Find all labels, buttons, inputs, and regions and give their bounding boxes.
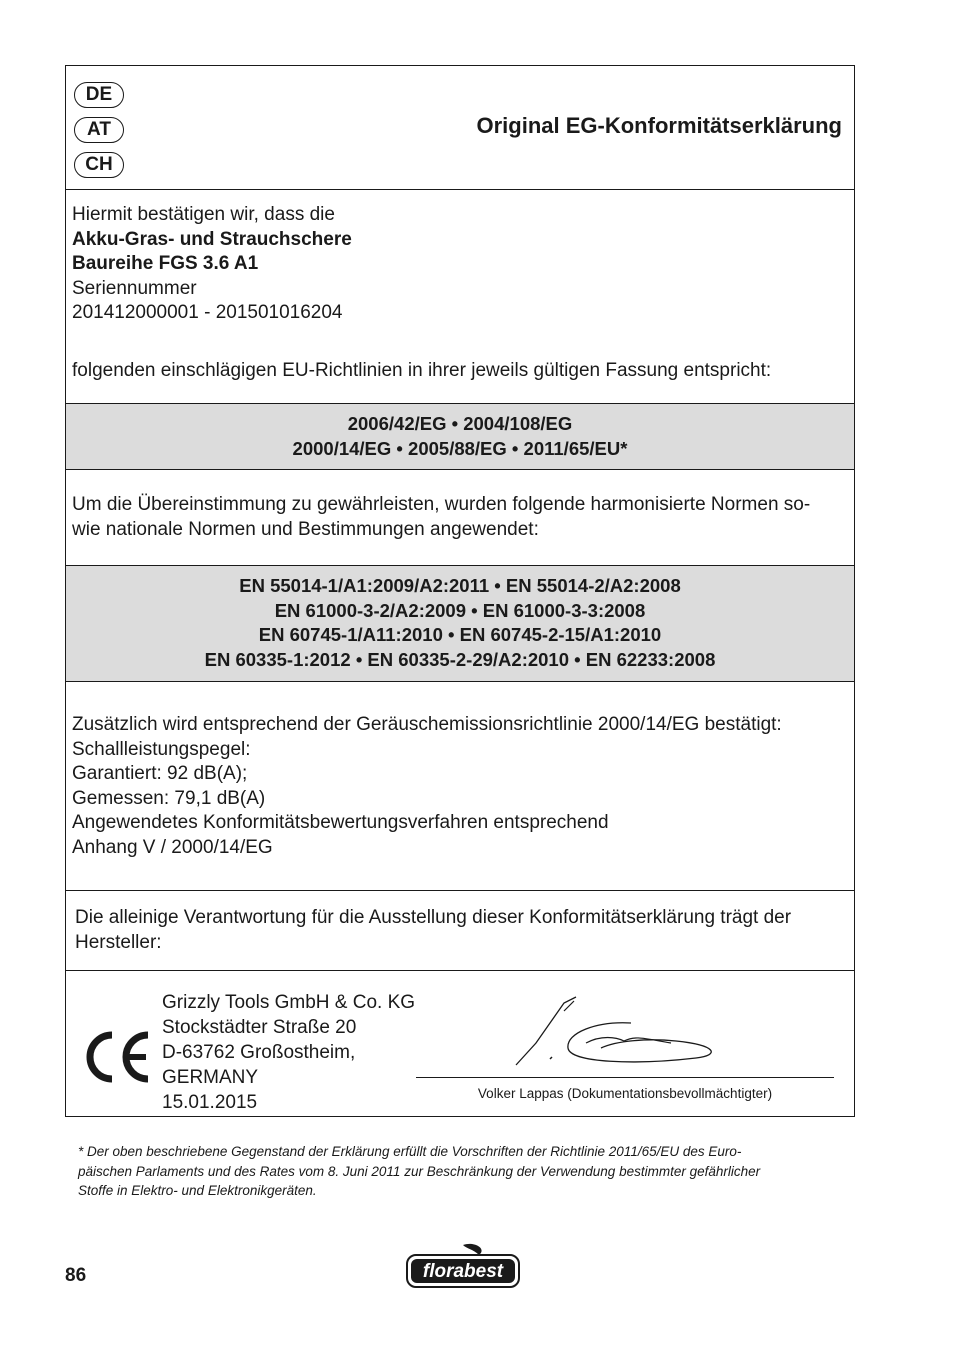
product-series: Baureihe FGS 3.6 A1 — [72, 253, 259, 274]
manufacturer-name: Grizzly Tools GmbH & Co. KG — [162, 992, 416, 1013]
product-name: Akku-Gras- und Strauchschere — [72, 228, 352, 250]
declaration-date: 15.01.2015 — [162, 1092, 258, 1113]
norms-intro-line: Um die Übereinstimmung zu gewährleisten, wurden folgende harmonisierte Normen so- — [72, 494, 811, 515]
intro-line: Hiermit bestätigen wir, dass die — [72, 204, 335, 225]
noise-line: Zusätzlich wird entsprechend der Geräuschemissionsrichtlinie 2000/14/EG bestätigt: — [72, 714, 782, 735]
page-number: 86 — [65, 1265, 87, 1286]
intro-section — [66, 189, 854, 403]
manufacturer-city: D-63762 Großostheim, — [162, 1042, 356, 1063]
footnote-line: * Der oben beschriebene Gegenstand der Erklärung erfüllt die Vorschriften der Richtlinie 2011/65/EU des Euro- — [78, 1144, 742, 1159]
norms-intro-section — [66, 469, 854, 565]
noise-line: Anhang V / 2000/14/EG — [72, 836, 273, 858]
norm-line: EN 61000-3-2/A2:2009 • EN 61000-3-3:2008 — [274, 599, 646, 621]
manufacturer-street: Stockstädter Straße 20 — [162, 1017, 357, 1038]
norm-line: EN 55014-1/A1:2009/A2:2011 • EN 55014-2/A2:2008 — [239, 575, 681, 596]
serial-label: Seriennummer — [72, 277, 197, 299]
signature-icon — [506, 993, 726, 1073]
directive-line: 2006/42/EG • 2004/108/EG — [347, 413, 573, 434]
noise-line: Gemessen: 79,1 dB(A) — [72, 787, 266, 809]
norm-line: EN 60745-1/A11:2010 • EN 60745-2-15/A1:2010 — [258, 624, 662, 645]
responsibility-line: Hersteller: — [75, 931, 162, 953]
manufacturer-country: GERMANY — [162, 1067, 259, 1088]
footnote — [78, 1142, 858, 1201]
header-section — [66, 66, 854, 189]
lang-badge-de: DE — [74, 82, 124, 108]
ce-mark-icon — [80, 1031, 152, 1083]
signatory-caption: Volker Lappas (Dokumentationsbevollmächtigter) — [477, 1086, 773, 1101]
directives-section — [66, 403, 854, 469]
noise-line: Angewendetes Konformitätsbewertungsverfahren entsprechend — [72, 812, 609, 833]
page-title: Original EG-Konformitätserklärung — [476, 113, 842, 138]
norm-line: EN 60335-1:2012 • EN 60335-2-29/A2:2010 • EN 62233:2008 — [204, 648, 716, 670]
norms-section — [66, 565, 854, 681]
directive-line: 2000/14/EG • 2005/88/EG • 2011/65/EU* — [292, 437, 628, 459]
norms-intro-line: wie nationale Normen und Bestimmungen angewendet: — [72, 518, 539, 540]
footnote-line: päischen Parlaments und des Rates vom 8. Juni 2011 zur Beschränkung der Verwendung bestimmter gefährlicher — [78, 1163, 761, 1179]
brand-name: florabest — [422, 1261, 504, 1282]
lang-badge-at: AT — [74, 117, 124, 143]
noise-line: Garantiert: 92 dB(A); — [72, 763, 248, 784]
lang-badge-ch: CH — [74, 152, 124, 178]
florabest-logo-icon — [405, 1243, 521, 1291]
responsibility-line: Die alleinige Verantwortung für die Ausstellung dieser Konformitätserklärung trägt der — [75, 907, 792, 928]
manufacturer-section — [66, 970, 854, 1118]
compliance-text: folgenden einschlägigen EU-Richtlinien in ihrer jeweils gültigen Fassung entspricht: — [72, 360, 772, 381]
serial-range: 201412000001 - 201501016204 — [72, 302, 343, 323]
declaration-frame — [65, 65, 855, 1117]
footnote-line: Stoffe in Elektro- und Elektronikgeräten. — [78, 1183, 317, 1198]
signature-line — [416, 1077, 834, 1078]
responsibility-section — [66, 890, 854, 970]
noise-line: Schallleistungspegel: — [72, 738, 251, 760]
noise-section — [66, 681, 854, 890]
